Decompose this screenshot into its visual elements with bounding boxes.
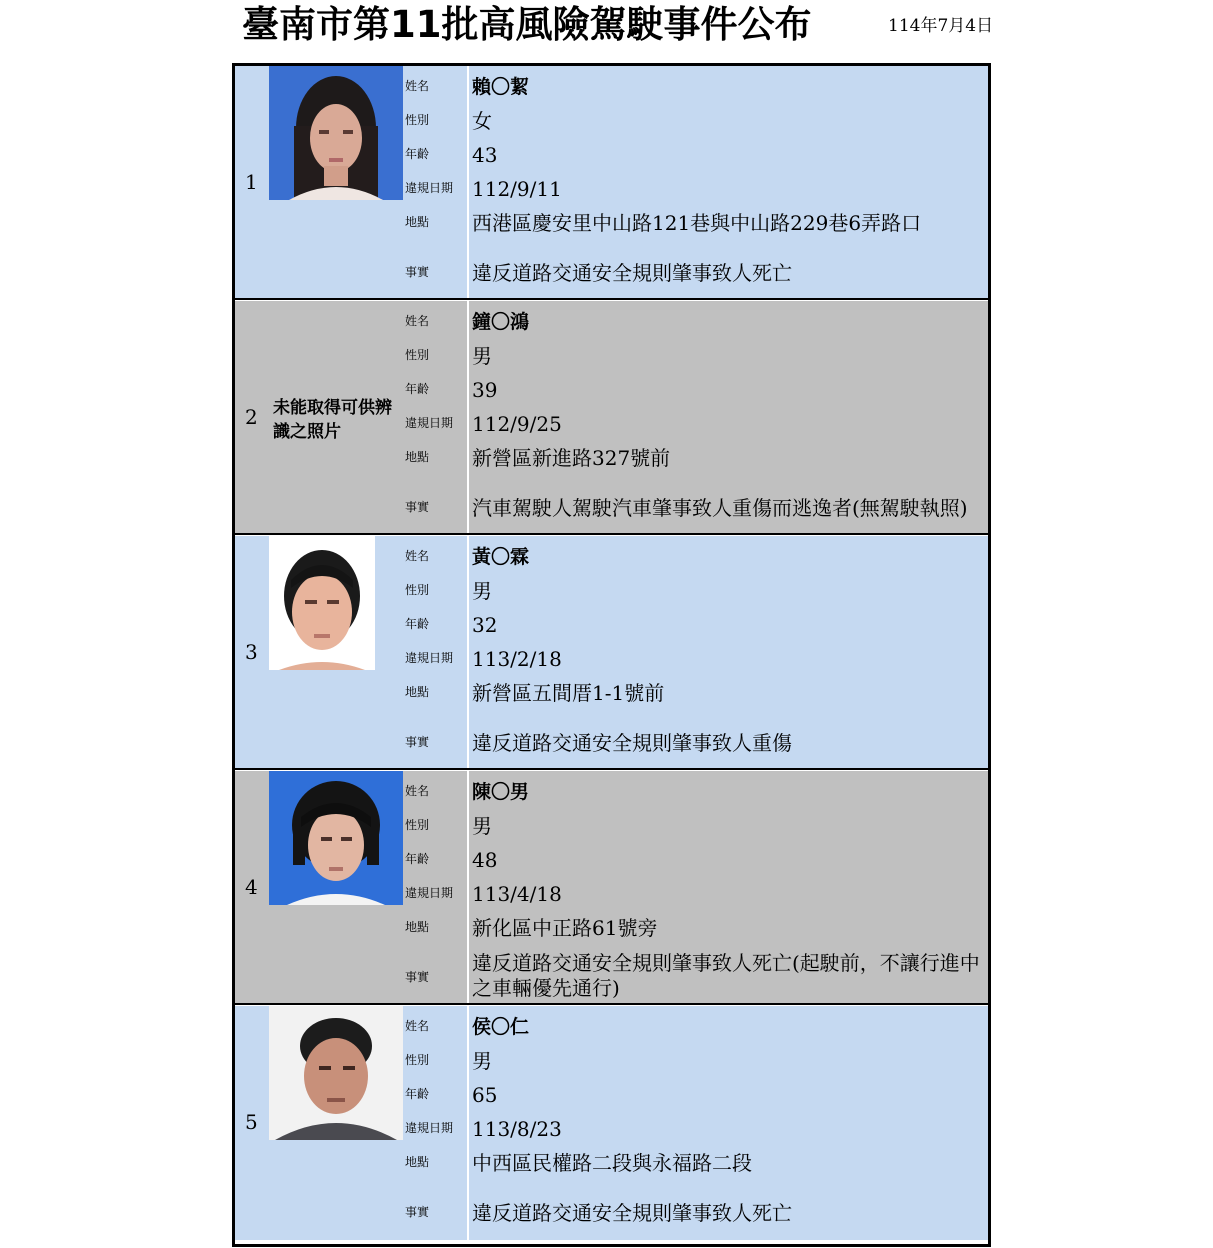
label-age: 年齡 — [405, 1087, 430, 1101]
record-3 — [235, 536, 988, 770]
value-violation-date: 113/8/23 — [472, 1117, 562, 1141]
column-divider — [467, 66, 469, 298]
label-location: 地點 — [405, 685, 430, 699]
label-violation-date: 違規日期 — [405, 886, 454, 900]
label-age: 年齡 — [405, 382, 430, 396]
value-age: 32 — [472, 613, 498, 637]
value-age: 43 — [472, 143, 498, 167]
value-name: 鐘〇鴻 — [472, 311, 530, 333]
male-portrait-photo — [269, 536, 403, 670]
label-gender: 性別 — [405, 113, 430, 127]
value-name: 賴〇絜 — [472, 76, 530, 98]
label-name: 姓名 — [405, 1019, 430, 1033]
no-photo-notice: 未能取得可供辨識之照片 — [273, 398, 392, 442]
column-divider — [467, 771, 469, 1003]
record-2 — [235, 301, 988, 535]
value-gender: 男 — [472, 814, 492, 838]
column-divider — [467, 301, 469, 533]
label-gender: 性別 — [405, 348, 430, 362]
value-age: 39 — [472, 378, 498, 402]
record-number: 5 — [245, 1110, 258, 1134]
value-location: 新營區五間厝1-1號前 — [472, 681, 665, 705]
female-portrait-photo — [269, 66, 403, 200]
male-portrait-photo — [269, 771, 403, 905]
value-location: 新營區新進路327號前 — [472, 446, 671, 470]
label-facts: 事實 — [405, 970, 430, 984]
value-facts: 違反道路交通安全規則肇事致人死亡(起駛前，不讓行進中之車輛優先通行) — [472, 951, 980, 1000]
record-4 — [235, 771, 988, 1005]
value-facts: 汽車駕駛人駕駛汽車肇事致人重傷而逃逸者(無駕駛執照) — [472, 496, 968, 520]
record-number: 1 — [245, 170, 258, 194]
value-facts: 違反道路交通安全規則肇事致人死亡 — [472, 261, 792, 285]
label-facts: 事實 — [405, 500, 430, 514]
label-facts: 事實 — [405, 735, 430, 749]
label-location: 地點 — [405, 215, 430, 229]
label-age: 年齡 — [405, 852, 430, 866]
label-gender: 性別 — [405, 1053, 430, 1067]
label-gender: 性別 — [405, 583, 430, 597]
label-age: 年齡 — [405, 147, 430, 161]
records-table — [232, 63, 991, 1247]
label-age: 年齡 — [405, 617, 430, 631]
label-name: 姓名 — [405, 79, 430, 93]
column-divider — [467, 536, 469, 768]
value-gender: 男 — [472, 344, 492, 368]
value-violation-date: 113/4/18 — [472, 882, 562, 906]
value-gender: 女 — [472, 109, 492, 133]
value-name: 黃〇霖 — [472, 546, 530, 568]
column-divider — [467, 1006, 469, 1240]
label-violation-date: 違規日期 — [405, 416, 454, 430]
page-title: 臺南市第11批高風險駕駛事件公布 — [242, 3, 812, 46]
record-number: 2 — [245, 405, 258, 429]
label-violation-date: 違規日期 — [405, 1121, 454, 1135]
label-facts: 事實 — [405, 1205, 430, 1219]
record-number: 3 — [245, 640, 258, 664]
label-name: 姓名 — [405, 314, 430, 328]
value-location: 西港區慶安里中山路121巷與中山路229巷6弄路口 — [472, 211, 922, 235]
label-location: 地點 — [405, 450, 430, 464]
value-violation-date: 112/9/25 — [472, 412, 562, 436]
value-violation-date: 113/2/18 — [472, 647, 562, 671]
label-location: 地點 — [405, 1155, 430, 1169]
label-violation-date: 違規日期 — [405, 651, 454, 665]
value-gender: 男 — [472, 1049, 492, 1073]
value-location: 中西區民權路二段與永福路二段 — [472, 1151, 752, 1175]
value-name: 侯〇仁 — [472, 1016, 530, 1038]
value-facts: 違反道路交通安全規則肇事致人重傷 — [472, 731, 792, 755]
label-name: 姓名 — [405, 549, 430, 563]
record-number: 4 — [245, 875, 258, 899]
label-name: 姓名 — [405, 784, 430, 798]
publish-date: 114年7月4日 — [888, 16, 994, 36]
record-5 — [235, 1006, 988, 1240]
value-facts: 違反道路交通安全規則肇事致人死亡 — [472, 1201, 792, 1225]
male-portrait-photo — [269, 1006, 403, 1140]
value-gender: 男 — [472, 579, 492, 603]
value-violation-date: 112/9/11 — [472, 177, 562, 201]
value-name: 陳〇男 — [472, 781, 530, 803]
record-1 — [235, 66, 988, 300]
label-gender: 性別 — [405, 818, 430, 832]
value-location: 新化區中正路61號旁 — [472, 916, 658, 940]
value-age: 48 — [472, 848, 498, 872]
label-facts: 事實 — [405, 265, 430, 279]
value-age: 65 — [472, 1083, 498, 1107]
label-violation-date: 違規日期 — [405, 181, 454, 195]
label-location: 地點 — [405, 920, 430, 934]
